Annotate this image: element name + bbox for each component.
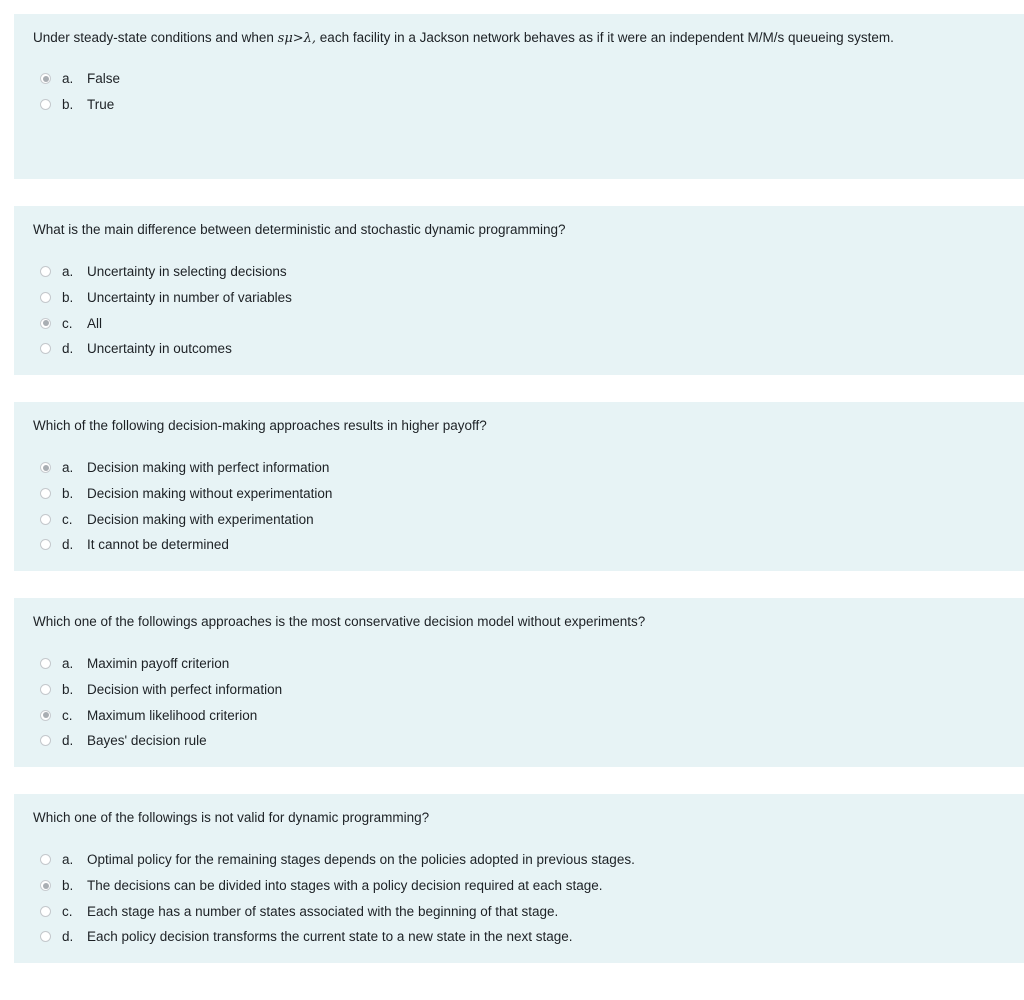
answer-option-2a[interactable]: [40, 259, 287, 285]
answer-label: Each policy decision transforms the current state to a new state in the next stage.: [87, 929, 573, 945]
answer-label: The decisions can be divided into stages with a policy decision required at each stage.: [87, 878, 603, 894]
answer-label: Decision making with perfect information: [87, 460, 330, 476]
answer-list-2: [40, 259, 292, 362]
answer-option-5d[interactable]: [40, 924, 573, 950]
radio-icon[interactable]: [40, 658, 51, 669]
answer-option-4d[interactable]: [40, 728, 207, 754]
radio-icon[interactable]: [40, 488, 51, 499]
radio-selected-icon[interactable]: [40, 73, 51, 84]
radio-icon[interactable]: [40, 99, 51, 110]
answer-letter: b.: [62, 878, 74, 894]
answer-option-2c[interactable]: [40, 310, 103, 336]
question-card-2: [14, 206, 1024, 375]
radio-selected-icon[interactable]: [40, 880, 51, 891]
answer-label: True: [87, 97, 115, 113]
answer-letter: a.: [62, 852, 74, 868]
question-text-2: What is the main difference between deterministic and stochastic dynamic programming?: [33, 222, 566, 237]
answer-letter: c.: [62, 511, 73, 527]
answer-label: Uncertainty in selecting decisions: [87, 264, 287, 280]
question-card-3: [14, 402, 1024, 571]
answer-list-5: [40, 847, 635, 950]
answer-option-3d[interactable]: [40, 532, 229, 558]
answer-letter: d.: [62, 341, 74, 357]
answer-label: Optimal policy for the remaining stages depends on the policies adopted in previous stages.: [87, 852, 635, 868]
answer-option-3a[interactable]: [40, 455, 330, 481]
radio-icon[interactable]: [40, 514, 51, 525]
answer-letter: c.: [62, 315, 73, 331]
radio-selected-icon[interactable]: [40, 462, 51, 473]
answer-option-2d[interactable]: [40, 336, 232, 362]
radio-icon[interactable]: [40, 931, 51, 942]
answer-label: Each stage has a number of states associated with the beginning of that stage.: [87, 903, 559, 919]
question-text-4: Which one of the followings approaches is the most conservative decision model without experiments?: [33, 614, 646, 629]
answer-list-4: [40, 651, 283, 754]
answer-option-5b[interactable]: [40, 873, 603, 899]
answer-option-3c[interactable]: [40, 506, 314, 532]
answer-label: Decision with perfect information: [87, 682, 283, 698]
answer-option-1a[interactable]: [40, 66, 121, 92]
math-expression: sμ>λ,: [277, 31, 317, 46]
radio-icon[interactable]: [40, 906, 51, 917]
answer-letter: d.: [62, 929, 74, 945]
answer-list-1: [40, 66, 121, 117]
answer-label: Uncertainty in number of variables: [87, 290, 292, 306]
answer-letter: b.: [62, 486, 74, 502]
answer-letter: a.: [62, 656, 74, 672]
answer-option-4a[interactable]: [40, 651, 230, 677]
answer-letter: b.: [62, 682, 74, 698]
answer-letter: b.: [62, 290, 74, 306]
answer-letter: c.: [62, 903, 73, 919]
answer-option-4c[interactable]: [40, 702, 258, 728]
answer-letter: b.: [62, 97, 74, 113]
answer-label: Uncertainty in outcomes: [87, 341, 232, 357]
radio-selected-icon[interactable]: [40, 710, 51, 721]
radio-icon[interactable]: [40, 735, 51, 746]
answer-label: False: [87, 71, 121, 87]
answer-option-3b[interactable]: [40, 481, 333, 507]
question-text-5: Which one of the followings is not valid for dynamic programming?: [33, 810, 430, 825]
answer-label: Decision making without experimentation: [87, 486, 333, 502]
answer-letter: d.: [62, 537, 74, 553]
answer-letter: c.: [62, 707, 73, 723]
radio-icon[interactable]: [40, 266, 51, 277]
answer-letter: a.: [62, 264, 74, 280]
radio-icon[interactable]: [40, 854, 51, 865]
answer-label: All: [87, 315, 103, 331]
answer-label: Bayes' decision rule: [87, 733, 207, 749]
question-text-1: Under steady-state conditions and when sμ>λ, each facility in a Jackson network behaves as if it were an independent M/M/s queueing system.: [33, 30, 894, 46]
answer-option-5a[interactable]: [40, 847, 635, 873]
answer-letter: d.: [62, 733, 74, 749]
answer-label: Maximin payoff criterion: [87, 656, 230, 672]
answer-list-3: [40, 455, 333, 558]
radio-selected-icon[interactable]: [40, 318, 51, 329]
question-card-4: [14, 598, 1024, 767]
question-card-5: [14, 794, 1024, 963]
answer-label: It cannot be determined: [87, 537, 229, 553]
radio-icon[interactable]: [40, 292, 51, 303]
answer-option-2b[interactable]: [40, 285, 292, 311]
answer-option-4b[interactable]: [40, 677, 283, 703]
answer-option-5c[interactable]: [40, 898, 559, 924]
answer-letter: a.: [62, 71, 74, 87]
answer-label: Maximum likelihood criterion: [87, 707, 258, 723]
radio-icon[interactable]: [40, 684, 51, 695]
question-card-1: [14, 14, 1024, 179]
radio-icon[interactable]: [40, 343, 51, 354]
answer-option-1b[interactable]: [40, 92, 115, 118]
radio-icon[interactable]: [40, 539, 51, 550]
question-text-3: Which of the following decision-making approaches results in higher payoff?: [33, 418, 487, 433]
answer-letter: a.: [62, 460, 74, 476]
answer-label: Decision making with experimentation: [87, 511, 314, 527]
